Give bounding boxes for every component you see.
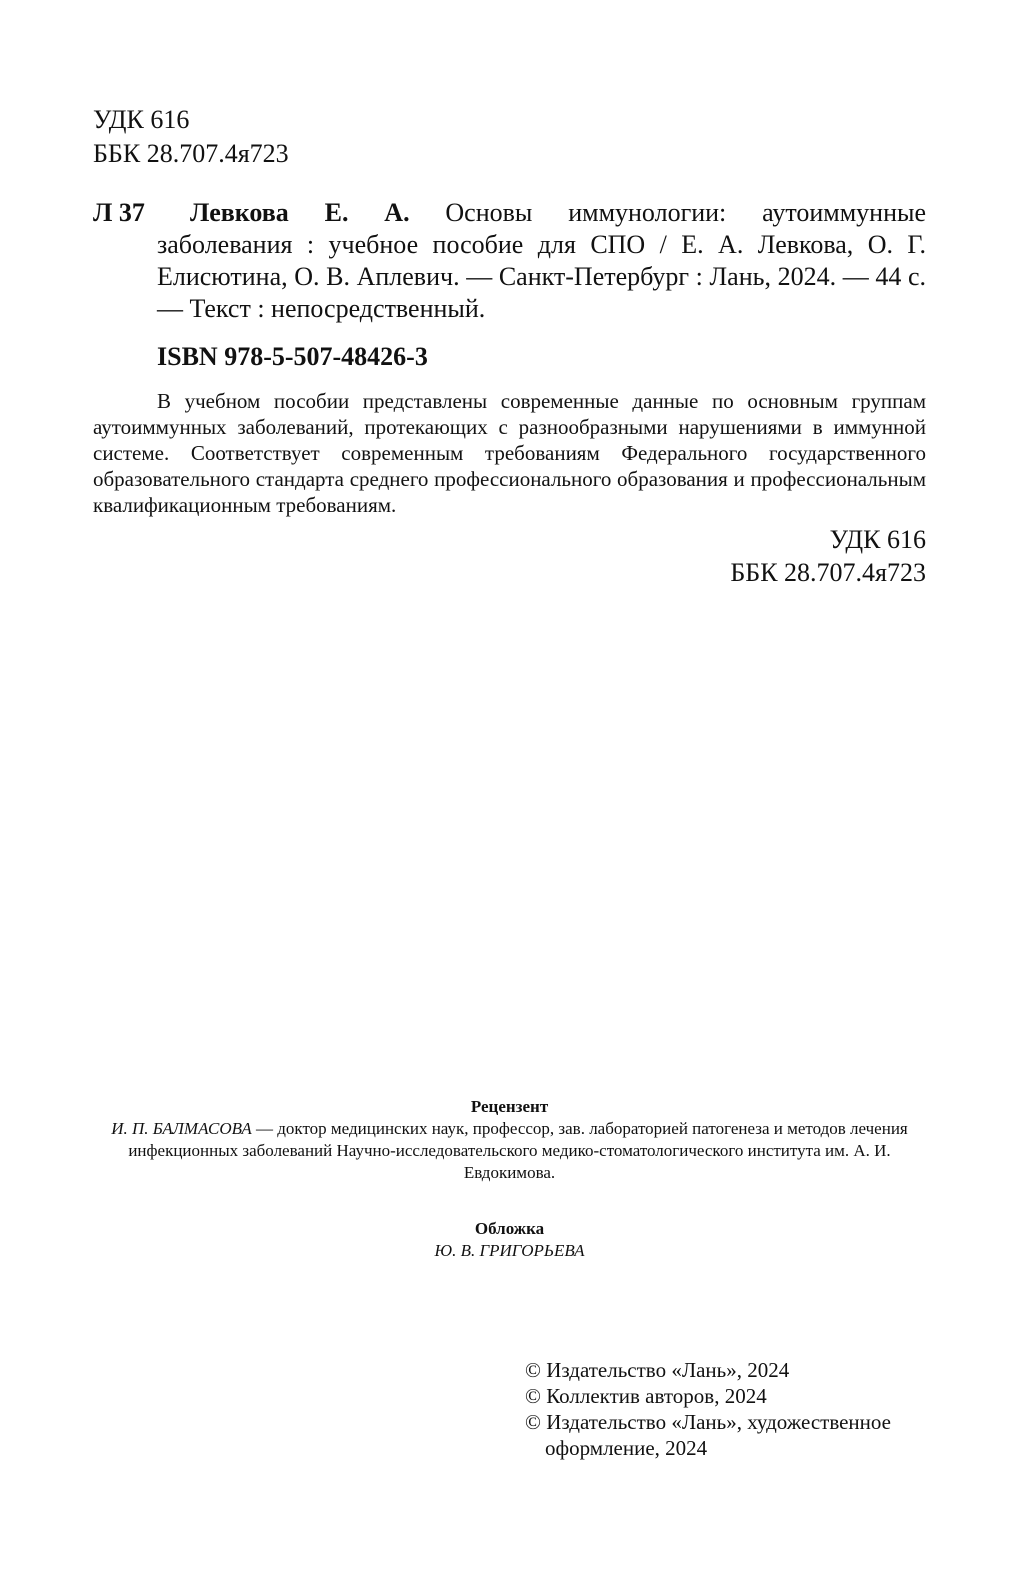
record-continuation: заболевания : учебное пособие для СПО / Е. А. Левкова, О. Г. Елисютина, О. В. Аплевич. — Санкт-Петербург : Лань, 2024. — 44 с. — Текст : непосредственный. (157, 230, 926, 323)
cover-heading: Обложка (474, 1219, 545, 1238)
top-classification-codes (93, 103, 289, 171)
copyright-block (525, 1357, 891, 1461)
bibliographic-record (93, 197, 926, 325)
copyright-item-continuation: оформление, 2024 (545, 1436, 708, 1460)
record-text (157, 197, 926, 325)
record-first-line (157, 197, 926, 229)
udk-code: УДК 616 (93, 105, 190, 134)
bbk-code-bottom: ББК 28.707.4я723 (730, 558, 926, 587)
copyright-item: © Издательство «Лань», 2024 (525, 1358, 790, 1382)
udk-code-bottom: УДК 616 (829, 525, 926, 554)
reviewer-description: — доктор медицинских наук, профессор, зав. лабораторией патогенеза и методов лечения инфекционных заболеваний Научно-исследовательского медико-стоматологического института им. А. И. Евдокимова. (128, 1119, 908, 1182)
reviewer-heading: Рецензент (470, 1097, 549, 1116)
cover-designer-name: Ю. В. ГРИГОРЬЕВА (434, 1241, 585, 1260)
bbk-code: ББК 28.707.4я723 (93, 139, 289, 168)
bottom-classification-codes (730, 523, 926, 589)
record-title-start: Основы иммунологии: аутоиммунные (445, 198, 926, 227)
reviewer-block (93, 1096, 926, 1184)
isbn: ISBN 978-5-507-48426-3 (157, 342, 428, 371)
copyright-item: © Коллектив авторов, 2024 (525, 1384, 767, 1408)
reviewer-text (93, 1118, 926, 1184)
author-mark: Л 37 (93, 198, 145, 227)
cover-block (93, 1218, 926, 1262)
copyright-item: © Издательство «Лань», художественное (525, 1410, 891, 1434)
reviewer-name: И. П. БАЛМАСОВА (111, 1119, 252, 1138)
annotation: В учебном пособии представлены современные данные по основным группам аутоиммунных заболеваний, протекающих с разнообразными нарушениями в иммунной системе. Соответствует современным требованиям Федерального государственного образовательного стандарта среднего профессионального образования и профессиональным квалификационным требованиям. (93, 389, 926, 517)
record-author: Левкова Е. А. (190, 198, 410, 227)
